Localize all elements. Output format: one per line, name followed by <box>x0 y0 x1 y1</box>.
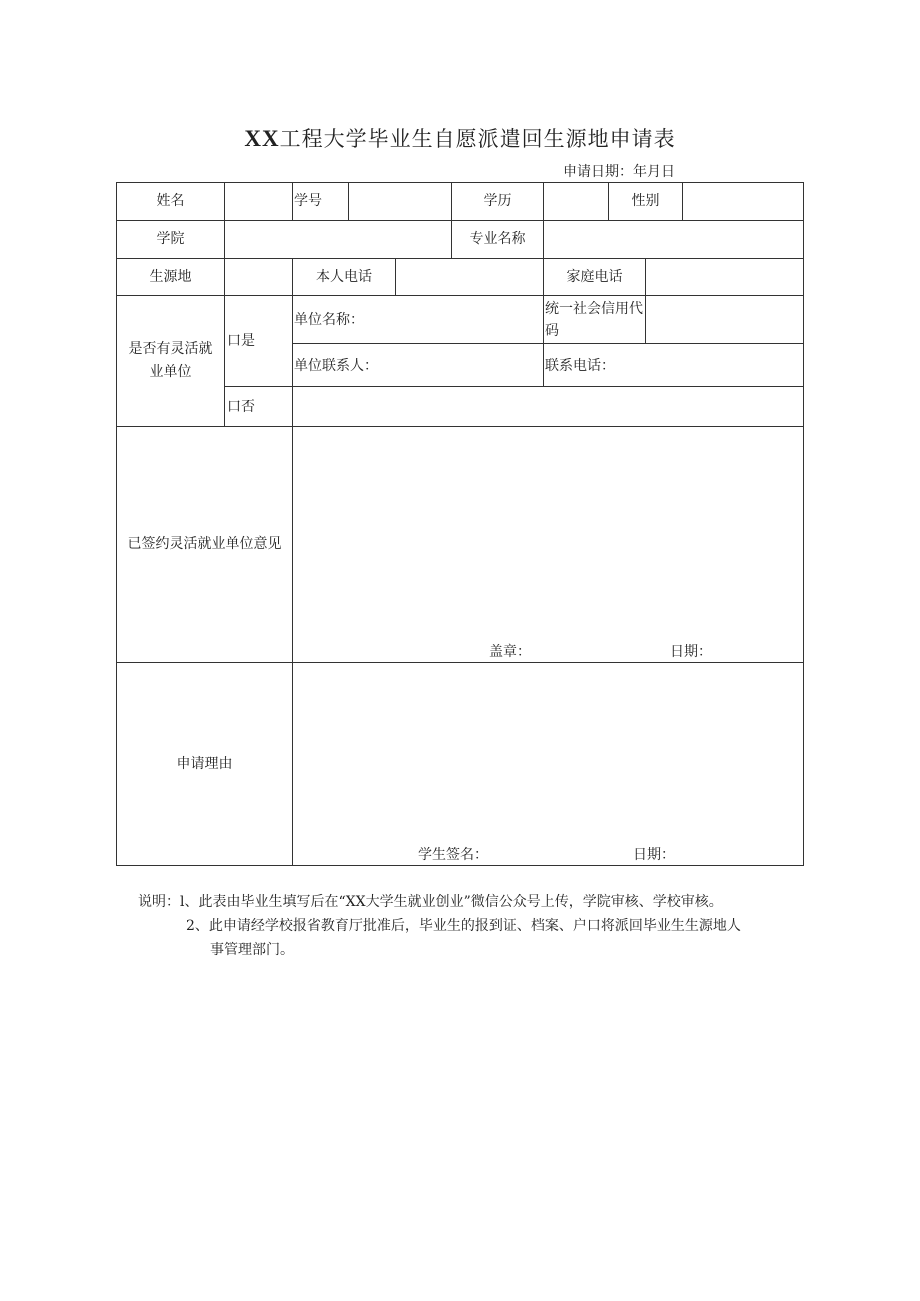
option-no[interactable]: 口否 <box>227 399 255 415</box>
note-line-2: 2、此申请经学校报省教育厅批准后，毕业生的报到证、档案、户口将派回毕业生生源地人 <box>186 918 741 934</box>
apply-date: 申请日期：年月日 <box>563 164 675 180</box>
college-field[interactable] <box>225 221 451 258</box>
label-gender: 性别 <box>631 193 660 209</box>
form-title <box>0 124 920 154</box>
label-student-id: 学号 <box>294 193 322 209</box>
origin-field[interactable] <box>225 259 292 295</box>
table-border-right <box>803 182 804 866</box>
table-col-divider <box>543 295 544 386</box>
student-id-field[interactable] <box>349 183 451 220</box>
unit-opinion-field[interactable] <box>293 427 803 627</box>
home-phone-field[interactable] <box>646 259 803 295</box>
label-apply-reason: 申请理由 <box>176 755 233 772</box>
table-border-bottom <box>116 865 804 866</box>
label-contact-phone: 联系电话： <box>545 358 615 374</box>
contact-person-field[interactable] <box>381 344 543 386</box>
label-unit-name: 单位名称： <box>294 312 364 328</box>
label-home-phone: 家庭电话 <box>566 268 623 285</box>
note-line-1: 说明：l、此表由毕业生填写后在“XX大学生就业创业”微信公众号上传，学院审核、学校审核。 <box>138 894 723 910</box>
label-college: 学院 <box>156 231 185 247</box>
label-unit-opinion: 已签约灵活就业单位意见 <box>127 536 282 552</box>
education-field[interactable] <box>544 183 608 220</box>
table-col-divider <box>292 182 293 220</box>
label-major: 专业名称 <box>469 231 526 247</box>
contact-phone-field[interactable] <box>621 344 803 386</box>
no-unit-remark-field[interactable] <box>293 387 803 426</box>
application-form-table <box>116 182 804 866</box>
label-seal: 盖章： <box>489 644 531 660</box>
own-phone-field[interactable] <box>396 259 543 295</box>
label-opinion-date: 日期： <box>670 644 712 660</box>
label-flexible-employment: 是否有灵活就业单位 <box>128 341 213 380</box>
label-own-phone: 本人电话 <box>316 268 372 285</box>
label-education: 学历 <box>483 193 512 209</box>
major-field[interactable] <box>544 221 803 258</box>
notes <box>138 890 818 962</box>
name-field[interactable] <box>225 183 292 220</box>
title-prefix: XX <box>244 126 280 151</box>
option-yes[interactable]: 口是 <box>227 333 255 349</box>
label-contact-person: 单位联系人： <box>294 358 378 374</box>
credit-code-field[interactable] <box>646 296 803 343</box>
label-name: 姓名 <box>156 193 185 209</box>
label-student-signature: 学生签名： <box>418 847 488 863</box>
note-line-3: 事管理部门。 <box>210 942 294 958</box>
label-origin: 生源地 <box>149 268 192 285</box>
title-main: 工程大学毕业生自愿派遣回生源地申请表 <box>279 127 676 151</box>
gender-field[interactable] <box>683 183 803 220</box>
label-credit-code: 统一社会信用代码 <box>545 301 643 339</box>
table-col-divider <box>224 295 225 426</box>
unit-name-field[interactable] <box>366 296 543 343</box>
label-reason-date: 日期： <box>633 847 675 863</box>
apply-reason-field[interactable] <box>293 663 803 833</box>
